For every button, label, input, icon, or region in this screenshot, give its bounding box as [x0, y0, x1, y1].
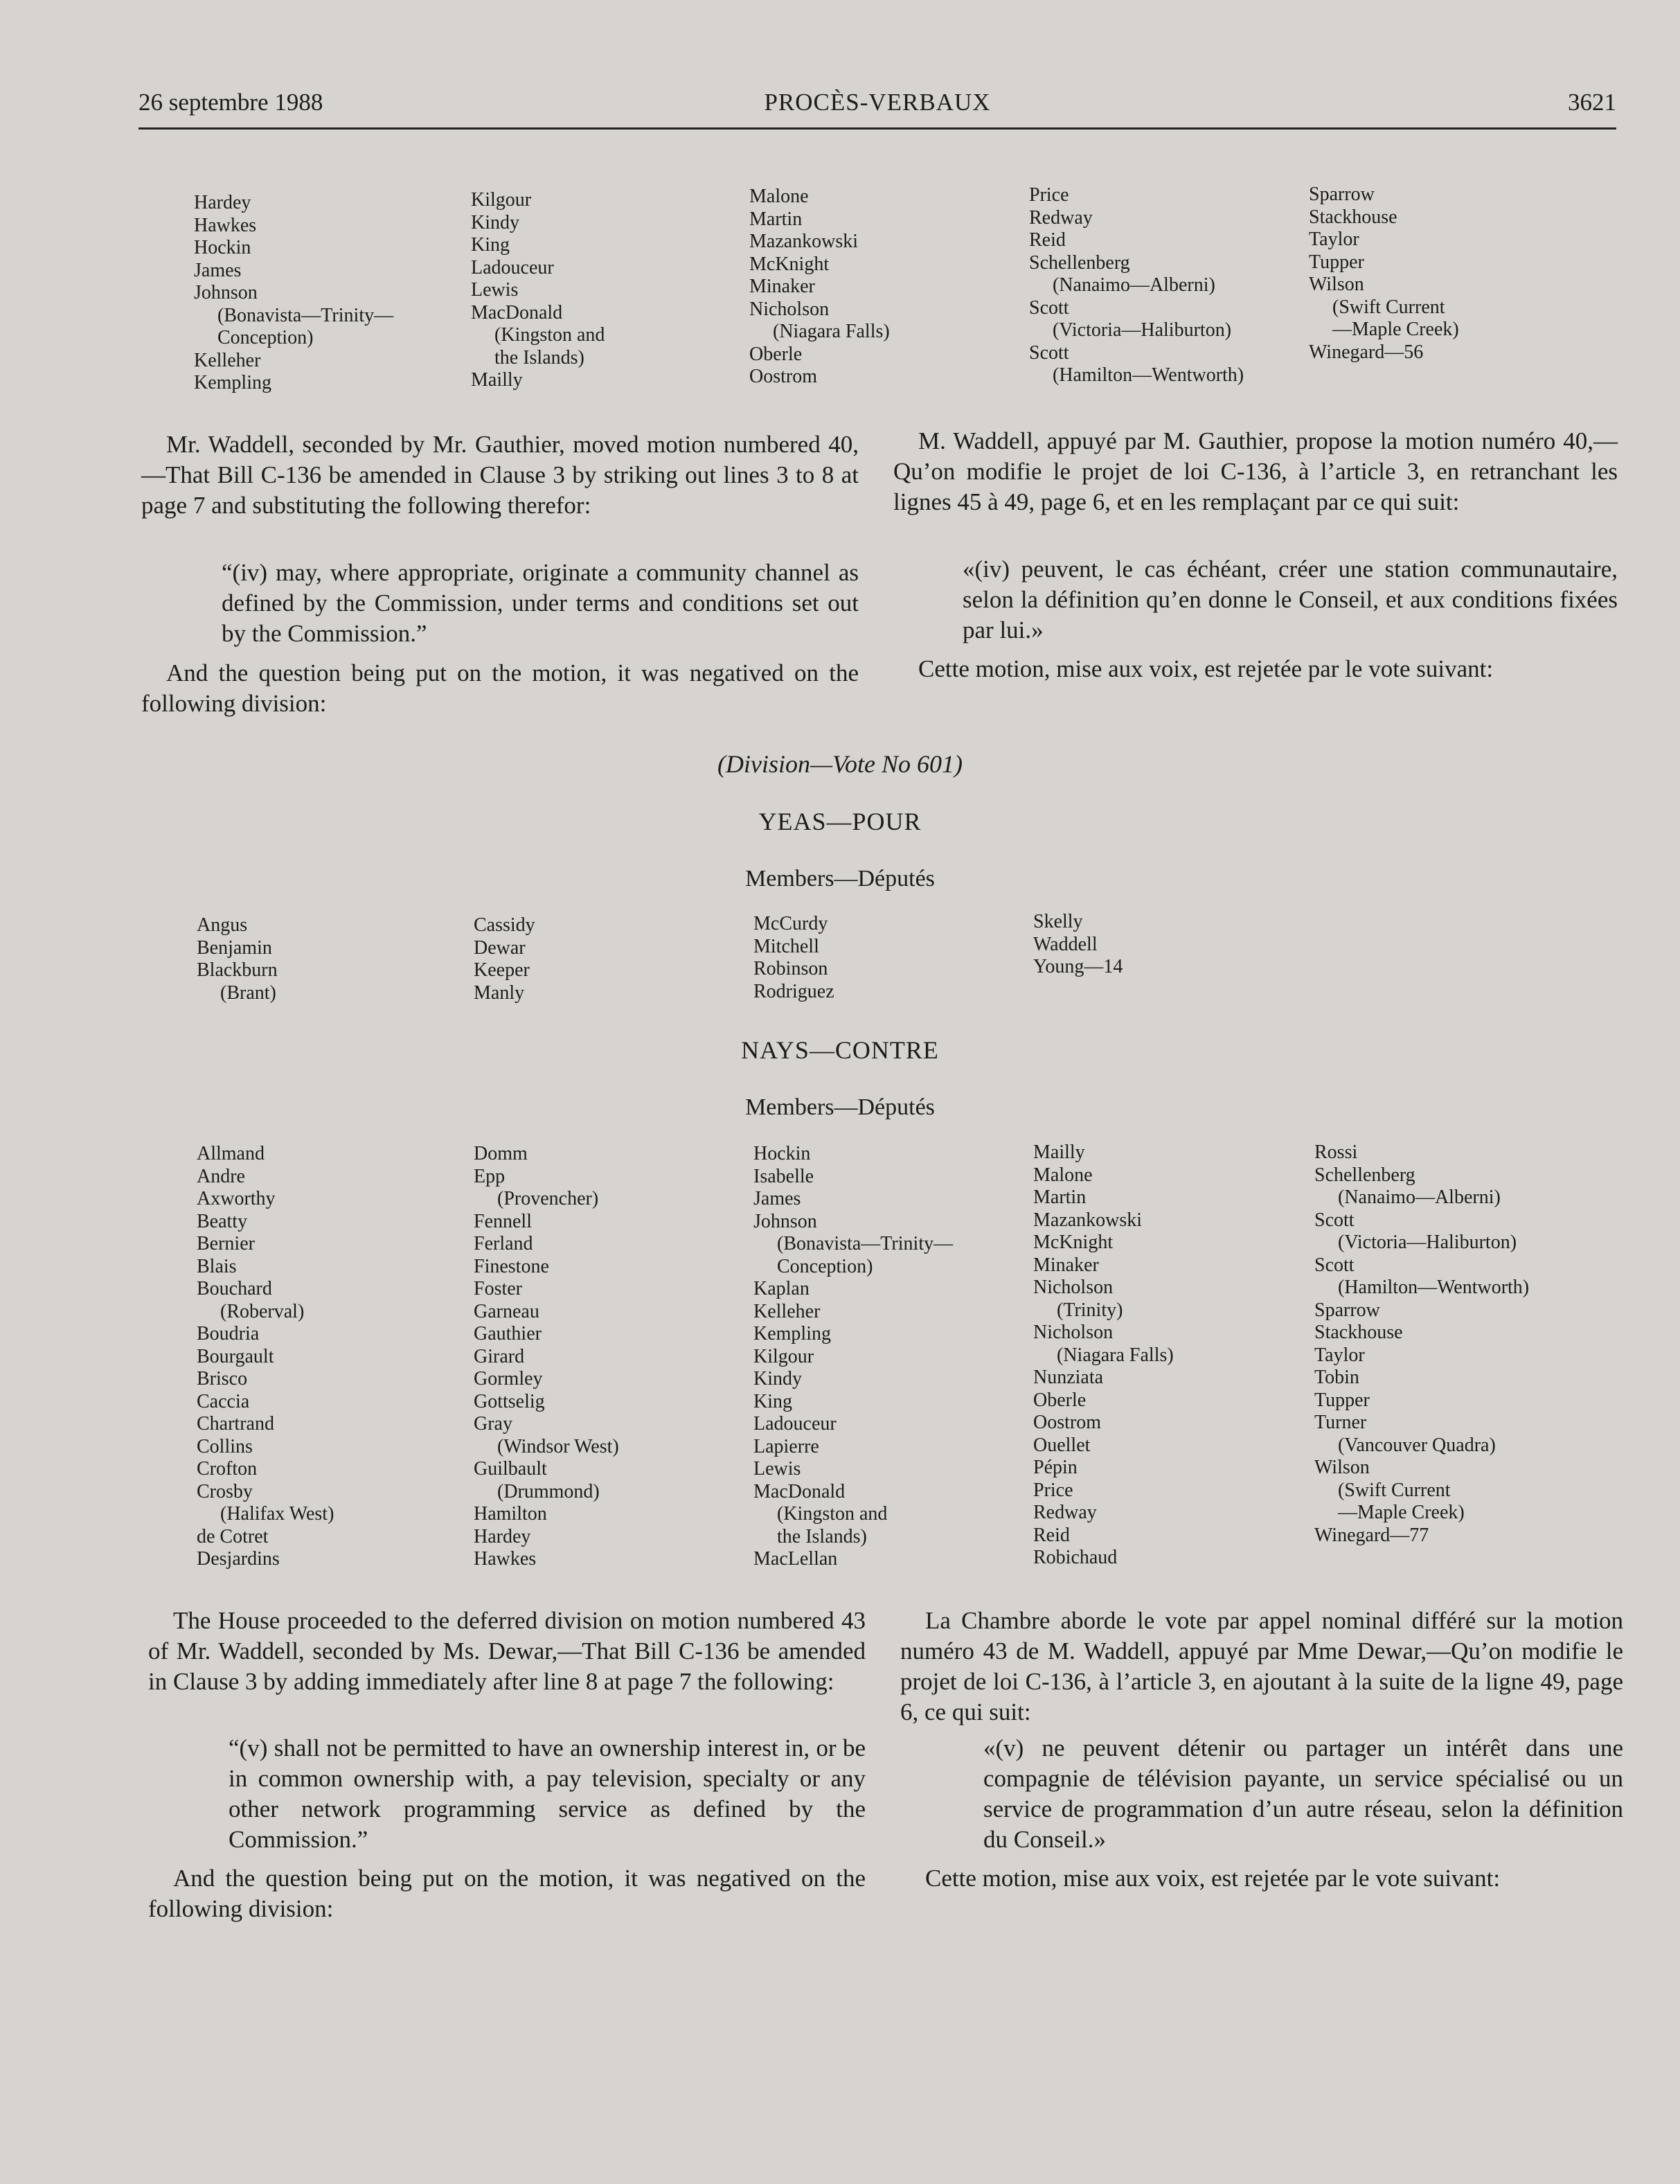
- list-item: Kilgour: [471, 189, 532, 211]
- top-list-col3: [749, 186, 890, 389]
- list-item: Kempling: [753, 1323, 831, 1344]
- list-item: Chartrand: [197, 1413, 274, 1435]
- top-list-col4: [1029, 184, 1244, 387]
- list-item: Hockin: [194, 237, 251, 258]
- list-item: Boudria: [197, 1323, 260, 1344]
- list-item: Epp: [474, 1165, 506, 1187]
- motion40-fr: M. Waddell, appuyé par M. Gauthier, propose la motion numéro 40,—Qu’on modifie le projet de loi C-136, à l’article 3, en retranchant les lignes 45 à 49, page 6, et en les remplaçant par ce qui suit:: [893, 427, 1618, 515]
- list-item: Kaplan: [753, 1278, 810, 1299]
- list-item: McKnight: [1033, 1232, 1114, 1253]
- nays-col2: [474, 1143, 619, 1571]
- list-item: (Windsor West): [497, 1435, 619, 1457]
- list-item: Rossi: [1314, 1142, 1358, 1163]
- list-item: Malone: [1033, 1164, 1093, 1186]
- list-item: Stackhouse: [1309, 206, 1397, 228]
- list-item: Minaker: [1033, 1254, 1099, 1276]
- list-item: Conception): [777, 1255, 873, 1277]
- list-item: Mazankowski: [1033, 1209, 1143, 1231]
- list-item: Keeper: [474, 959, 530, 981]
- list-item: Lapierre: [753, 1435, 819, 1457]
- list-item: Minaker: [749, 276, 815, 297]
- list-item: Robichaud: [1033, 1547, 1118, 1568]
- top-list-col5: [1309, 184, 1459, 364]
- list-item: Benjamin: [197, 936, 272, 959]
- list-item: King: [471, 234, 510, 256]
- list-item: Allmand: [197, 1143, 265, 1164]
- nays-heading: NAYS—CONTRE: [741, 1036, 939, 1064]
- yeas-heading: YEAS—POUR: [758, 808, 922, 835]
- list-item: Ladouceur: [471, 256, 554, 278]
- list-item: Winegard—77: [1314, 1524, 1429, 1546]
- list-item: Redway: [1029, 206, 1093, 229]
- list-item: Angus: [197, 914, 248, 936]
- list-item: Brisco: [197, 1368, 248, 1390]
- list-item: Waddell: [1033, 933, 1098, 955]
- yeas-col2: [474, 914, 535, 1004]
- nays-col5: [1314, 1142, 1529, 1547]
- list-item: Taylor: [1314, 1344, 1365, 1366]
- list-item: Bourgault: [197, 1345, 274, 1367]
- list-item: (Brant): [220, 982, 276, 1004]
- list-item: Mailly: [1033, 1142, 1085, 1163]
- list-item: Redway: [1033, 1502, 1097, 1523]
- list-item: (Drummond): [497, 1480, 600, 1502]
- list-item: MacLellan: [753, 1548, 838, 1570]
- list-item: Ladouceur: [753, 1413, 837, 1435]
- division-title: (Division—Vote No 601): [717, 750, 963, 778]
- list-item: Gray: [474, 1413, 512, 1435]
- list-item: King: [753, 1390, 792, 1412]
- list-item: Winegard—56: [1309, 341, 1424, 363]
- list-item: Andre: [197, 1165, 245, 1187]
- list-item: (Victoria—Haliburton): [1053, 319, 1232, 341]
- motion43-en-quote: “(v) shall not be permitted to have an ownership interest in, or be in common ownership with, a pay television, specialty or any other network programming service as defined by the Commission.”: [229, 1734, 866, 1853]
- list-item: —Maple Creek): [1332, 319, 1459, 340]
- yeas-col1: [197, 914, 278, 1004]
- list-item: Conception): [217, 327, 314, 348]
- list-item: Gottselig: [474, 1390, 545, 1412]
- list-item: Schellenberg: [1314, 1164, 1415, 1186]
- list-item: (Kingston and: [494, 324, 605, 346]
- list-item: Young—14: [1033, 956, 1123, 977]
- list-item: MacDonald: [753, 1480, 846, 1502]
- list-item: (Nanaimo—Alberni): [1053, 274, 1215, 296]
- list-item: (Bonavista—Trinity—: [777, 1233, 954, 1254]
- list-item: McKnight: [749, 253, 830, 275]
- list-item: Foster: [474, 1278, 522, 1299]
- list-item: Scott: [1029, 296, 1069, 319]
- list-item: McCurdy: [753, 913, 828, 934]
- list-item: Hardey: [474, 1525, 531, 1547]
- list-item: Price: [1029, 184, 1069, 206]
- motion40-en-result: And the question being put on the motion, it was negatived on the following division:: [141, 659, 859, 717]
- list-item: (Victoria—Haliburton): [1338, 1232, 1517, 1253]
- list-item: Skelly: [1033, 911, 1083, 932]
- list-item: Oberle: [749, 343, 803, 365]
- motion40-fr-result: Cette motion, mise aux voix, est rejetée par le vote suivant:: [918, 655, 1494, 682]
- list-item: Kindy: [471, 211, 519, 233]
- header-title: PROCÈS-VERBAUX: [764, 89, 991, 116]
- list-item: de Cotret: [197, 1525, 269, 1547]
- list-item: Crosby: [197, 1480, 253, 1502]
- list-item: Kelleher: [753, 1300, 821, 1322]
- list-item: Martin: [749, 208, 803, 230]
- list-item: Domm: [474, 1143, 528, 1164]
- page-number: 3621: [1568, 89, 1616, 116]
- list-item: Turner: [1314, 1412, 1367, 1433]
- list-item: Kilgour: [753, 1345, 814, 1367]
- nays-col4: [1033, 1142, 1174, 1570]
- list-item: Reid: [1029, 229, 1066, 251]
- list-item: (Swift Current: [1338, 1479, 1451, 1501]
- motion40-en: Mr. Waddell, seconded by Mr. Gauthier, moved motion numbered 40,—That Bill C-136 be amended in Clause 3 by striking out lines 3 to 8 at page 7 and substituting the following therefor:: [141, 431, 859, 519]
- list-item: Gormley: [474, 1368, 543, 1390]
- list-item: Blais: [197, 1255, 237, 1277]
- list-item: —Maple Creek): [1338, 1502, 1465, 1523]
- list-item: Taylor: [1309, 229, 1359, 250]
- list-item: (Provencher): [497, 1188, 599, 1209]
- list-item: Ferland: [474, 1233, 533, 1254]
- top-list-col1: [194, 192, 393, 395]
- list-item: Hawkes: [474, 1548, 537, 1570]
- motion43-en: The House proceeded to the deferred division on motion numbered 43 of Mr. Waddell, seconded by Ms. Dewar,—That Bill C-136 be amended in Clause 3 by adding immediately after line 8 at page 7 the following:: [148, 1607, 866, 1695]
- motion43-en-result: And the question being put on the motion, it was negatived on the following division:: [148, 1865, 866, 1922]
- list-item: (Hamilton—Wentworth): [1338, 1277, 1530, 1298]
- list-item: Robinson: [753, 958, 828, 979]
- motion43-fr-quote: «(v) ne peuvent détenir ou partager un intérêt dans une compagnie de télévision payante, un service spécialisé ou un service de programmation d’un autre réseau, selon la définition du Conseil.»: [983, 1734, 1623, 1853]
- header-date: 26 septembre 1988: [138, 89, 323, 116]
- motion43-fr: La Chambre aborde le vote par appel nominal différé sur la motion numéro 43 de M. Waddell, appuyé par Mme Dewar,—Qu’on modifie le projet de loi C-136, à l’article 3, en ajoutant à la suite de la ligne 49, page 6, ce qui suit:: [900, 1607, 1623, 1725]
- list-item: Guilbault: [474, 1458, 547, 1480]
- top-list-col2: [471, 189, 605, 392]
- list-item: Kindy: [753, 1368, 802, 1390]
- list-item: Hardey: [194, 192, 251, 213]
- list-item: Cassidy: [474, 914, 535, 936]
- list-item: Mitchell: [753, 935, 819, 957]
- list-item: (Halifax West): [220, 1503, 334, 1525]
- motion40-fr-quote: «(iv) peuvent, le cas échéant, créer une station communautaire, selon la définition qu’en donne le Conseil, et aux conditions fixées par lui.»: [963, 556, 1618, 643]
- list-item: Hockin: [753, 1143, 811, 1164]
- list-item: (Roberval): [220, 1300, 305, 1322]
- list-item: Malone: [749, 186, 809, 207]
- list-item: Lewis: [753, 1458, 801, 1480]
- list-item: Hawkes: [194, 214, 257, 236]
- list-item: Nicholson: [1033, 1277, 1114, 1298]
- list-item: (Niagara Falls): [773, 321, 890, 342]
- list-item: Nicholson: [749, 298, 830, 320]
- list-item: Desjardins: [197, 1548, 280, 1570]
- list-item: Axworthy: [197, 1188, 276, 1209]
- list-item: Oostrom: [1033, 1412, 1101, 1433]
- list-item: Isabelle: [753, 1165, 814, 1187]
- list-item: Kempling: [194, 372, 271, 393]
- list-item: Mailly: [471, 369, 523, 391]
- list-item: the Islands): [777, 1525, 867, 1547]
- nays-members-heading: Members—Députés: [745, 1094, 935, 1120]
- list-item: Wilson: [1309, 274, 1364, 295]
- list-item: Oostrom: [749, 366, 817, 387]
- list-item: (Kingston and: [777, 1503, 888, 1525]
- list-item: (Nanaimo—Alberni): [1338, 1187, 1501, 1208]
- list-item: Martin: [1033, 1187, 1087, 1208]
- list-item: James: [194, 259, 242, 281]
- list-item: Hamilton: [474, 1503, 547, 1525]
- yeas-col3: [753, 913, 834, 1003]
- list-item: Johnson: [194, 282, 258, 303]
- list-item: Dewar: [474, 936, 526, 959]
- page-header: [138, 86, 1616, 130]
- list-item: Reid: [1033, 1524, 1070, 1546]
- list-item: Beatty: [197, 1210, 248, 1232]
- list-item: Johnson: [753, 1210, 817, 1232]
- list-item: Crofton: [197, 1458, 258, 1480]
- list-item: the Islands): [494, 346, 584, 369]
- list-item: (Vancouver Quadra): [1338, 1434, 1496, 1456]
- list-item: (Hamilton—Wentworth): [1053, 364, 1244, 386]
- list-item: Bernier: [197, 1233, 255, 1254]
- motion43-fr-result: Cette motion, mise aux voix, est rejetée par le vote suivant:: [925, 1865, 1501, 1892]
- list-item: Schellenberg: [1029, 251, 1130, 274]
- list-item: Bouchard: [197, 1278, 272, 1299]
- list-item: Girard: [474, 1345, 525, 1367]
- list-item: Tupper: [1309, 251, 1364, 273]
- list-item: Price: [1033, 1479, 1073, 1501]
- list-item: Finestone: [474, 1255, 549, 1277]
- list-item: Tupper: [1314, 1389, 1370, 1411]
- list-item: Collins: [197, 1435, 253, 1457]
- list-item: (Trinity): [1057, 1299, 1123, 1321]
- nays-col3: [753, 1143, 953, 1571]
- yeas-members-heading: Members—Députés: [745, 866, 935, 891]
- list-item: Gauthier: [474, 1323, 542, 1344]
- list-item: Kelleher: [194, 349, 261, 371]
- list-item: Stackhouse: [1314, 1322, 1403, 1343]
- list-item: Mazankowski: [749, 231, 859, 252]
- list-item: Oberle: [1033, 1389, 1087, 1411]
- yeas-col4: [1033, 911, 1123, 979]
- nays-col1: [197, 1143, 334, 1571]
- list-item: Scott: [1314, 1254, 1355, 1276]
- motion40-en-quote: “(iv) may, where appropriate, originate a community channel as defined by the Commission, under terms and conditions set out by the Commission.”: [222, 559, 859, 647]
- list-item: Fennell: [474, 1210, 532, 1232]
- list-item: Pépin: [1033, 1457, 1078, 1478]
- list-item: Lewis: [471, 279, 519, 301]
- list-item: Nunziata: [1033, 1367, 1104, 1388]
- list-item: (Niagara Falls): [1057, 1344, 1174, 1366]
- list-item: Caccia: [197, 1390, 250, 1412]
- list-item: Sparrow: [1314, 1299, 1380, 1321]
- list-item: (Swift Current: [1332, 296, 1445, 318]
- list-item: Manly: [474, 982, 525, 1004]
- list-item: Scott: [1314, 1209, 1355, 1231]
- list-item: Tobin: [1314, 1367, 1359, 1388]
- list-item: MacDonald: [471, 301, 563, 323]
- list-item: Blackburn: [197, 959, 278, 981]
- list-item: James: [753, 1188, 801, 1209]
- list-item: Sparrow: [1309, 184, 1375, 205]
- list-item: Rodriguez: [753, 980, 834, 1002]
- list-item: (Bonavista—Trinity—: [217, 304, 394, 326]
- list-item: Wilson: [1314, 1457, 1370, 1478]
- list-item: Scott: [1029, 341, 1069, 364]
- list-item: Nicholson: [1033, 1322, 1114, 1343]
- list-item: Garneau: [474, 1300, 539, 1322]
- list-item: Ouellet: [1033, 1434, 1091, 1456]
